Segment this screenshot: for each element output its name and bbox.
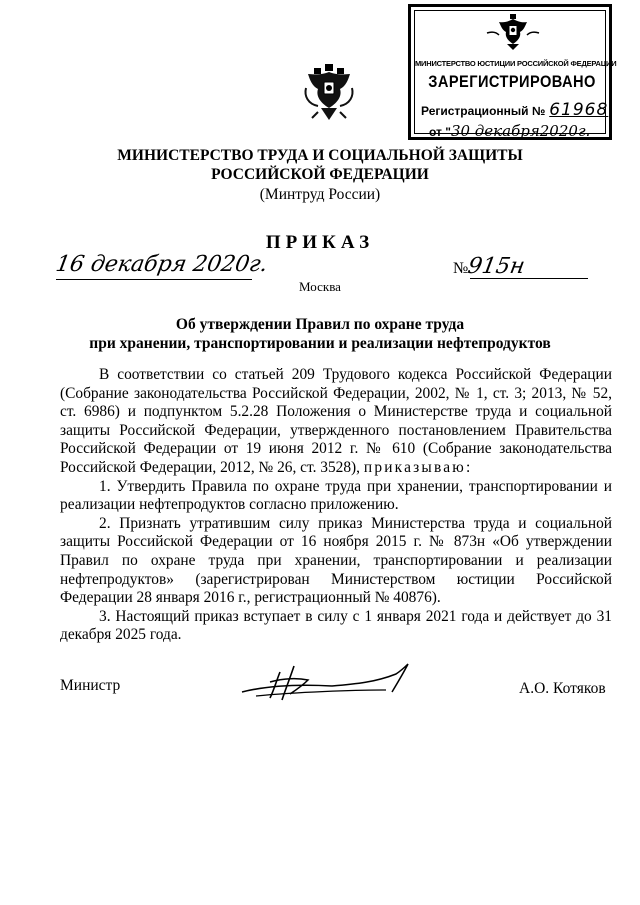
city: Москва bbox=[299, 279, 341, 294]
ministry-name-line2: РОССИЙСКОЙ ФЕДЕРАЦИИ bbox=[211, 166, 429, 183]
stamp-ministry-name: МИНИСТЕРСТВО ЮСТИЦИИ РОССИЙСКОЙ ФЕДЕРАЦИИ bbox=[415, 59, 617, 68]
order-body bbox=[60, 366, 612, 645]
registration-stamp bbox=[408, 4, 617, 140]
order-directive: приказываю: bbox=[363, 458, 473, 476]
handwritten-signature-icon bbox=[236, 656, 416, 706]
stamp-year: 2020г. bbox=[539, 122, 591, 140]
number-sign: № bbox=[453, 260, 469, 277]
order-title-line2: при хранении, транспортировании и реализации нефтепродуктов bbox=[89, 335, 551, 352]
stamp-date-prefix: от " bbox=[429, 125, 451, 139]
order-number bbox=[453, 254, 525, 279]
ministry-name-line1: МИНИСТЕРСТВО ТРУДА И СОЦИАЛЬНОЙ ЗАЩИТЫ bbox=[117, 147, 523, 164]
eagle-emblem-icon bbox=[485, 13, 541, 53]
paragraph-item-3: 3. Настоящий приказ вступает в силу с 1 января 2021 года и действует до 31 декабря 2025 года. bbox=[60, 607, 612, 644]
preamble-text: В соответствии со статьей 209 Трудового кодекса Российской Федерации (Собрание законодательства Российской Федерации, 2002, № 1, ст. 3; 2013, № 52, ст. 6986) и подпунктом 5.2.28 Положения о Министерстве труда и социальной защиты Российской Федерации, утвержденного постановлением Правительства Российской Федерации от 19 июня 2012 г. № 610 (Собрание законодательства Российской Федерации, 2012, № 26, ст. 3528), bbox=[60, 366, 612, 476]
document-type: ПРИКАЗ bbox=[265, 232, 375, 253]
stamp-reg-number: 61968 bbox=[549, 100, 609, 120]
order-title-line1: Об утверждении Правил по охране труда bbox=[175, 316, 465, 333]
paragraph-item-2: 2. Признать утратившим силу приказ Министерства труда и социальной защиты Российской Федерации от 16 ноября 2015 г. № 873н «Об утверждении Правил по охране труда при хранении, транспортировании и реализации нефтепродуктов» (зарегистрирован Министерством юстиции Российской Федерации 28 января 2016 г., регистрационный № 40876). bbox=[60, 514, 612, 607]
stamp-registration-line bbox=[421, 100, 608, 120]
stamp-registered-label: ЗАРЕГИСТРИРОВАНО bbox=[428, 72, 596, 91]
signatory-role: Министр bbox=[60, 677, 121, 694]
stamp-date-handwritten: 30 декабря bbox=[450, 122, 540, 140]
signatory-name: А.О. Котяков bbox=[519, 680, 606, 697]
coat-of-arms-icon bbox=[300, 62, 358, 126]
ministry-short-name: (Минтруд России) bbox=[259, 186, 381, 203]
order-date: 16 декабря 2020г. bbox=[53, 252, 270, 277]
paragraph-item-1: 1. Утвердить Правила по охране труда при хранении, транспортировании и реализации нефтепродуктов согласно приложению. bbox=[60, 477, 612, 514]
stamp-reg-label: Регистрационный № bbox=[421, 104, 546, 118]
order-number-handwritten: 915н bbox=[466, 254, 527, 279]
stamp-date-line bbox=[429, 122, 590, 140]
paragraph-preamble bbox=[60, 366, 612, 478]
